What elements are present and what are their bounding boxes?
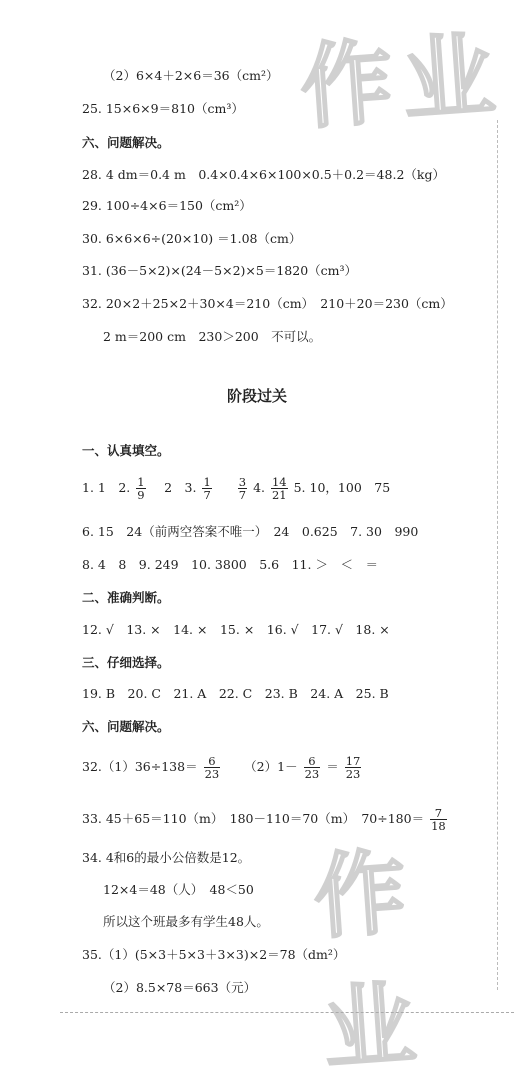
fraction: $\frac{1}{7}$ — [203, 475, 211, 503]
answer-32-continued: 2 m＝200 cm 230＞200 不可以。 — [103, 329, 322, 344]
answer-32: 32. 20×2＋25×2＋30×4＝210（cm） 210＋20＝230（cm） — [82, 296, 453, 311]
answer-25: 25. 15×6×9＝810（cm³） — [82, 101, 244, 116]
fraction: $\frac{7}{18}$ — [431, 806, 446, 834]
answer-34: 34. 4和6的最小公倍数是12。 — [82, 850, 251, 865]
answer-1-5: 1. 1 2. $\frac{1}{9}$ 2 3. $\frac{1}{7}$ $\frac{3}{7}$ 4. $\frac{14}{21}$ 5. 10，100 75 — [82, 475, 391, 503]
fraction: $\frac{3}{7}$ — [238, 475, 247, 503]
answer-35-1: 35.（1）(5×3＋5×3＋3×3)×2＝78（dm²） — [82, 947, 346, 962]
answer-35-2: （2）8.5×78＝663（元） — [103, 980, 257, 995]
fraction: $\frac{6}{23}$ — [304, 754, 320, 782]
section-heading-problem-solving-2: 六、问题解决。 — [82, 719, 170, 734]
fraction: $\frac{1}{9}$ — [137, 475, 145, 503]
watermark-bottom: 作业 — [310, 837, 429, 1084]
answer-34-conclusion: 所以这个班最多有学生48人。 — [103, 914, 269, 929]
page-title: 阶段过关 — [226, 387, 287, 405]
answer-31: 31. (36－5×2)×(24－5×2)×5＝1820（cm³） — [82, 263, 358, 278]
answer-12-18: 12. √ 13. × 14. × 15. × 16. √ 17. √ 18. × — [82, 622, 390, 637]
fraction: $\frac{14}{21}$ — [271, 475, 287, 503]
answer-34-step: 12×4＝48（人） 48＜50 — [103, 882, 254, 897]
answer-28: 28. 4 dm＝0.4 m 0.4×0.4×6×100×0.5＋0.2＝48.2（kg） — [82, 167, 445, 182]
section-heading-fill-in: 一、认真填空。 — [82, 443, 170, 458]
section-heading-choice: 三、仔细选择。 — [82, 655, 170, 670]
right-margin-divider — [497, 120, 498, 990]
answer-line: （2）6×4＋2×6＝36（cm²） — [103, 68, 279, 83]
fraction: $\frac{6}{23}$ — [204, 754, 220, 782]
answer-8-11: 8. 4 8 9. 249 10. 3800 5.6 11. ＞ ＜ ＝ — [82, 557, 378, 572]
fraction: $\frac{17}{23}$ — [345, 754, 361, 782]
answer-33: 33. 45＋65＝110（m） 180－110＝70（m） 70÷180＝ $\frac{7}{18}$ — [82, 806, 446, 834]
answer-29: 29. 100÷4×6＝150（cm²） — [82, 198, 252, 213]
section-heading-problem-solving: 六、问题解决。 — [82, 135, 170, 150]
watermark-top: 作业 — [297, 20, 509, 142]
answer-19-25: 19. B 20. C 21. A 22. C 23. B 24. A 25. B — [82, 686, 389, 701]
answer-30: 30. 6×6×6÷(20×10) ＝1.08（cm） — [82, 231, 302, 246]
answer-32b: 32.（1）36÷138＝ $\frac{6}{23}$ （2）1－ $\frac{6}{23}$ ＝ $\frac{17}{23}$ — [82, 754, 361, 782]
section-heading-judgement: 二、准确判断。 — [82, 590, 170, 605]
answer-6-7: 6. 15 24（前两空答案不唯一） 24 0.625 7. 30 990 — [82, 524, 419, 539]
bottom-margin-divider — [60, 1012, 514, 1013]
